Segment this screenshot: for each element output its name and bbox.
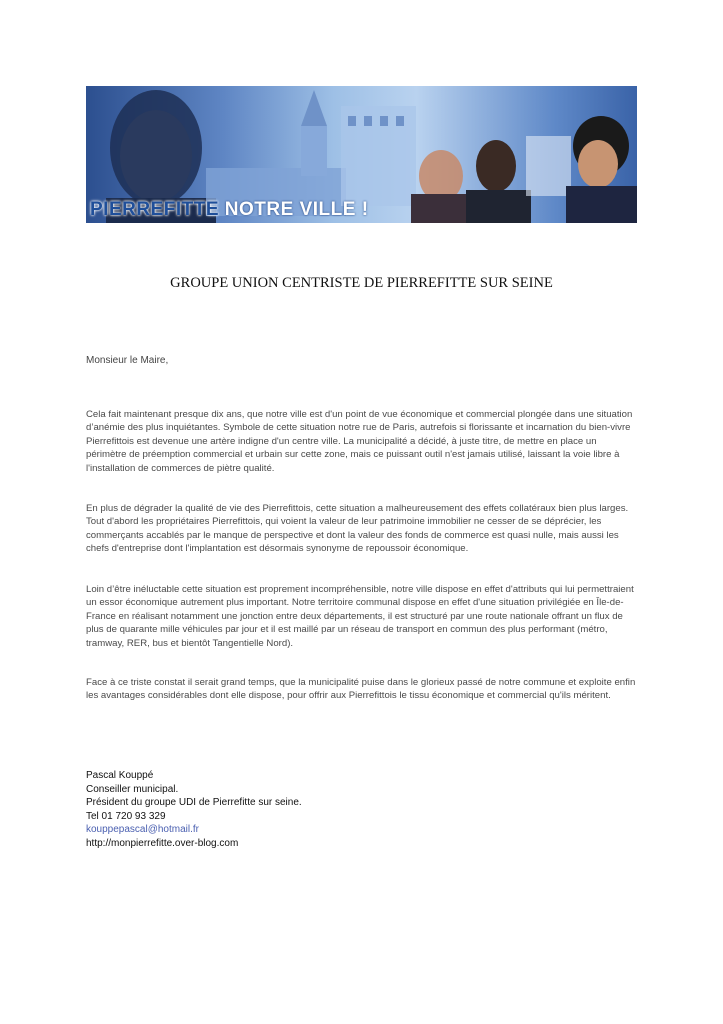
paragraph-1: Cela fait maintenant presque dix ans, que notre ville est d'un point de vue économique et commercial plongée dans une situation d’anémie des plus inquiétantes. Symbole de cette situation notre rue de Paris, autrefois si florissante et incarnation du bien-vivre Pierrefittois est devenue une artère indigne d'un centre ville. La municipalité a décidé, à juste titre, de mettre en place un périmètre de préemption commercial et urbain sur cette zone, mais ce puissant outil n'est jamais utilisé, laissant la voie libre à l'installation de commerces de piètre qualité. xyxy=(86,409,633,474)
paragraph-4: Face à ce triste constat il serait grand temps, que la municipalité puise dans le glorieux passé de notre commune et exploite enfin les avantages considérables dont elle dispose, pour offrir aux Pierrefittois le tissu économique et commercial qu'ils méritent. xyxy=(86,677,636,702)
signature-name: Pascal Kouppé xyxy=(86,770,154,781)
header-banner xyxy=(86,86,637,223)
salutation: Monsieur le Maire, xyxy=(86,355,169,366)
signature-role: Conseiller municipal. xyxy=(86,783,179,795)
signature-position: Président du groupe UDI de Pierrefitte sur seine. xyxy=(86,797,302,809)
banner-title xyxy=(90,200,369,220)
group-title: GROUPE UNION CENTRISTE DE PIERREFITTE SUR SEINE xyxy=(170,275,553,291)
signature-block xyxy=(86,769,302,851)
signature-email-link[interactable]: kouppepascal@hotmail.fr xyxy=(86,824,199,836)
banner-title-slogan: NOTRE VILLE ! xyxy=(224,199,369,220)
signature-blog-link[interactable]: http://monpierrefitte.over-blog.com xyxy=(86,837,239,849)
paragraph-3: Loin d’être inéluctable cette situation est proprement incompréhensible, notre ville dispose en effet d'attributs qui lui permettraient un essor économique autrement plus important. Notre territoire communal dispose en effet d'une situation privilégiée en Île-de-France en réalisant notamment une jonction entre deux départements, il est structuré par une route nationale offrant un flux de plus de quarante mille véhicules par jour et il est maillé par un réseau de transport en commun des plus performant (métro, tramway, RER, bus et bientôt Tangentielle Nord). xyxy=(86,584,634,649)
banner-title-city: PIERREFITTE xyxy=(90,199,220,220)
signature-phone: Tel 01 720 93 329 xyxy=(86,810,166,822)
paragraph-2: En plus de dégrader la qualité de vie des Pierrefittois, cette situation a malheureusement des effets collatéraux bien plus larges. Tout d'abord les propriétaires Pierrefittois, qui voient la valeur de leur patrimoine immobilier ne cesser de se déprécier, les commerçants accablés par le manque de perspective et dont la valeur des fonds de commerce est quasi nulle, mais aussi les chefs d'entreprise dont l'implantation est désormais synonyme de repoussoir économique. xyxy=(86,503,629,555)
